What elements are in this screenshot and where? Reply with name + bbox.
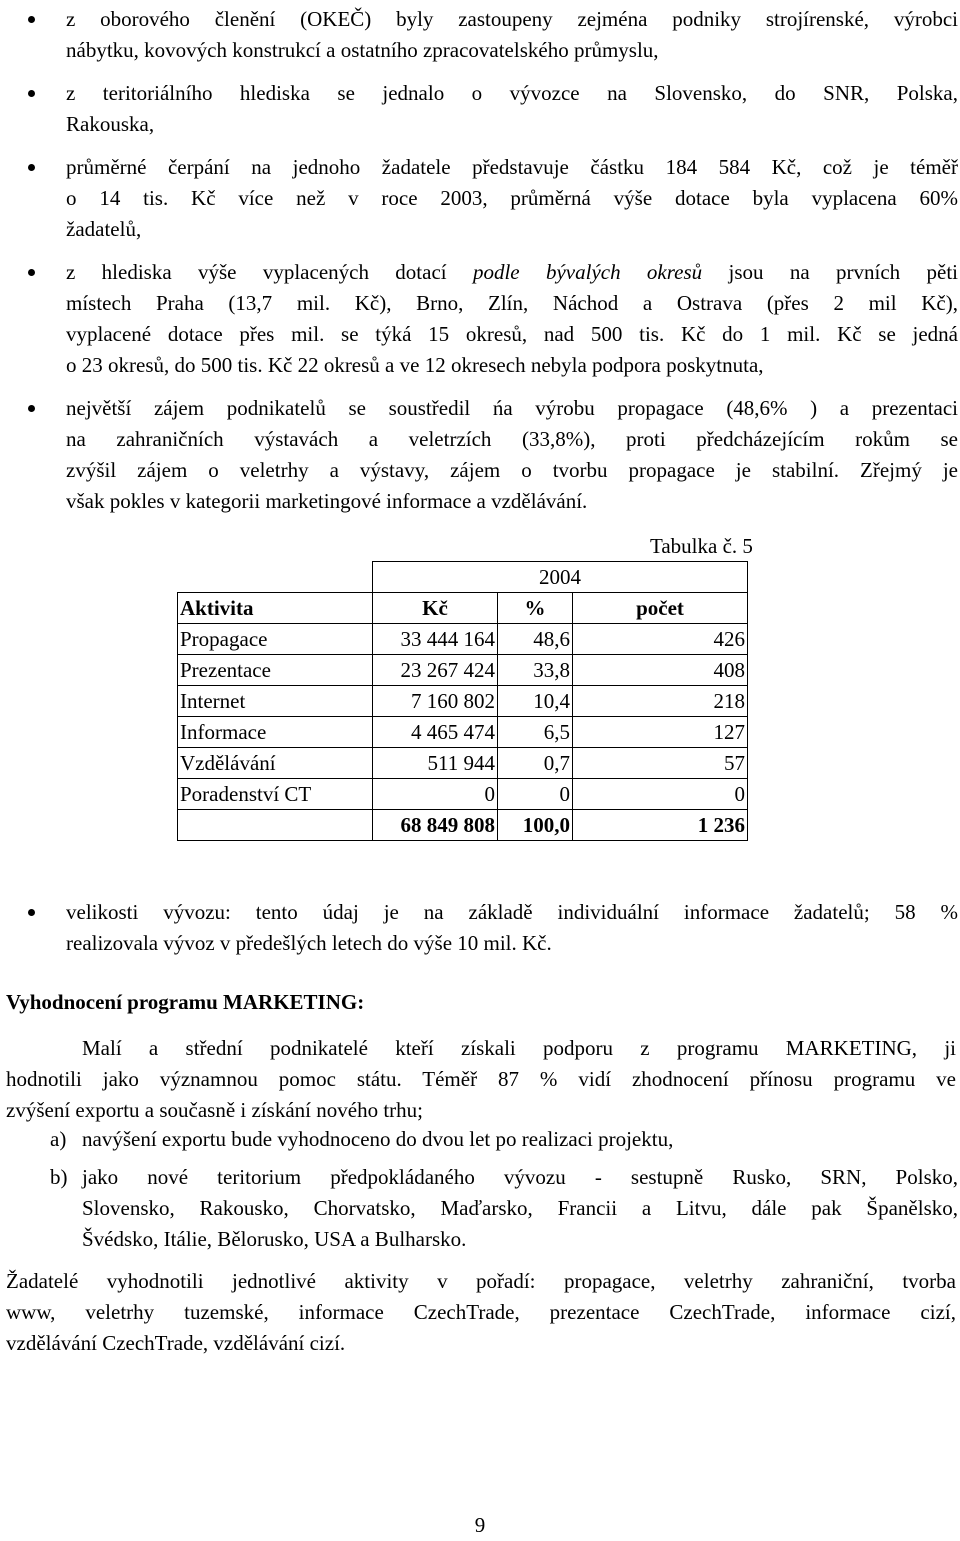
table-cell: 10,4 [498,686,573,717]
table-cell: 4 465 474 [373,717,498,748]
table-row [178,562,748,593]
table-cell-empty [178,562,373,593]
table-cell: Prezentace [178,655,373,686]
table-header-row [178,593,748,624]
column-header: % [498,593,573,624]
text-line: Švédsko, Itálie, Bělorusko, USA a Bulharsko. [82,1227,467,1251]
list-marker: a) [50,1127,67,1151]
table-row [178,779,748,810]
bullet-list-bottom [0,897,960,971]
table-cell: Poradenství CT [178,779,373,810]
text-line: z teritoriálního hlediska se jednalo o vývozce na Slovensko, do SNR, Polska, [66,81,958,105]
text-line: realizovala vývoz v předešlých letech do výše 10 mil. Kč. [66,931,552,955]
bullet-dot-icon [28,269,35,276]
bullet-item [0,393,960,517]
total-cell: 1 236 [573,810,748,841]
text-line: jako nové teritorium předpokládaného vývozu - sestupně Rusko, SRN, Polsko, [82,1165,958,1189]
text-line: www, veletrhy tuzemské, informace CzechTrade, prezentace CzechTrade, informace cizí, [6,1300,956,1324]
column-header: Aktivita [178,593,373,624]
table-cell: 0 [573,779,748,810]
table-cell: 0 [498,779,573,810]
table-cell: Informace [178,717,373,748]
page-number: 9 [474,1513,486,1537]
bullet-item [0,257,960,381]
table-row [178,686,748,717]
text-line: o 14 tis. Kč více než v roce 2003, průměrná výše dotace byla vyplacena 60% [66,186,958,210]
text-line: zvýšil zájem o veletrhy a výstavy, zájem o tvorbu propagace je stabilní. Zřejmý je [66,458,958,482]
text-line: Rakouska, [66,112,155,136]
table-cell: 127 [573,717,748,748]
bullet-item [0,897,960,959]
bullet-dot-icon [28,405,35,412]
table-row [178,717,748,748]
list-item-body [82,1124,958,1155]
table-cell: Vzdělávání [178,748,373,779]
table-row [178,748,748,779]
table-cell: 23 267 424 [373,655,498,686]
text-line: zvýšení exportu a současně i získání nového trhu; [6,1098,423,1122]
text-line: průměrné čerpání na jednoho žadatele představuje částku 184 584 Kč, což je téměř [66,155,958,179]
table-caption: Tabulka č. 5 [650,534,753,558]
activity-table [177,561,748,841]
text-line: Žadatelé vyhodnotili jednotlivé aktivity v pořadí: propagace, veletrhy zahraniční, tvorba [6,1269,956,1293]
text-line: o 23 okresů, do 500 tis. Kč 22 okresů a ve 12 okresech nebyla podpora poskytnuta, [66,353,764,377]
text-line: vzdělávání CzechTrade, vzdělávání cizí. [6,1331,346,1355]
text-run: z hlediska výše vyplacených dotací [66,260,473,284]
bullet-dot-icon [28,164,35,171]
table-cell: Internet [178,686,373,717]
table-cell-empty [178,810,373,841]
text-line: místech Praha (13,7 mil. Kč), Brno, Zlín, Náchod a Ostrava (přes 2 mil Kč), [66,291,958,315]
table-total-row [178,810,748,841]
paragraph [6,1033,956,1126]
text-line: největší zájem podnikatelů se soustředil ńa výrobu propagace (48,6% ) a prezentaci [66,396,958,420]
bullet-dot-icon [28,16,35,23]
text-line [66,257,958,288]
column-header: počet [573,593,748,624]
text-line: žadatelů, [66,217,142,241]
table-cell: 0 [373,779,498,810]
text-line: vyplacené dotace přes mil. se týká 15 okresů, nad 500 tis. Kč do 1 mil. Kč se jedná [66,322,958,346]
table-cell: 408 [573,655,748,686]
text-line: však pokles v kategorii marketingové informace a vzdělávání. [66,489,588,513]
text-run: jsou na prvních pěti [702,260,959,284]
column-header: Kč [373,593,498,624]
section-title: Vyhodnocení programu MARKETING: [6,990,365,1014]
total-cell: 100,0 [498,810,573,841]
table-cell: 48,6 [498,624,573,655]
text-line: z oborového členění (OKEČ) byly zastoupeny zejména podniky strojírenské, výrobci [66,7,958,31]
table-cell: 33,8 [498,655,573,686]
text-line: velikosti vývozu: tento údaj je na základě individuální informace žadatelů; 58 % [66,900,958,924]
list-marker: b) [50,1165,68,1189]
emphasis-text: podle bývalých okresů [472,260,703,284]
bullet-item [0,152,960,245]
text-line: Malí a střední podnikatelé kteří získali podporu z programu MARKETING, ji [82,1036,956,1060]
text-line: Slovensko, Rakousko, Chorvatsko, Maďarsko, Francii a Litvu, dále pak Španělsko, [82,1196,958,1220]
bullet-item [0,4,960,66]
table-cell: Propagace [178,624,373,655]
table-row [178,655,748,686]
table-cell: 218 [573,686,748,717]
table-cell: 7 160 802 [373,686,498,717]
bullet-list-top [0,4,960,529]
text-line: hodnotili jako významnou pomoc státu. Téměř 87 % vidí zhodnocení přínosu programu ve [6,1067,956,1091]
table-cell: 511 944 [373,748,498,779]
text-line: nábytku, kovových konstrukcí a ostatního zpracovatelského průmyslu, [66,38,659,62]
total-cell: 68 849 808 [373,810,498,841]
bullet-dot-icon [28,90,35,97]
paragraph [6,1266,956,1359]
list-item-body [82,1162,958,1255]
table-row [178,624,748,655]
year-header: 2004 [373,562,748,593]
bullet-dot-icon [28,909,35,916]
text-line: na zahraničních výstavách a veletrzích (33,8%), proti předcházejícím rokům se [66,427,958,451]
table-cell: 57 [573,748,748,779]
table-cell: 0,7 [498,748,573,779]
bullet-item [0,78,960,140]
table-cell: 33 444 164 [373,624,498,655]
table-cell: 426 [573,624,748,655]
table-cell: 6,5 [498,717,573,748]
text-line: navýšení exportu bude vyhodnoceno do dvou let po realizaci projektu, [82,1127,674,1151]
